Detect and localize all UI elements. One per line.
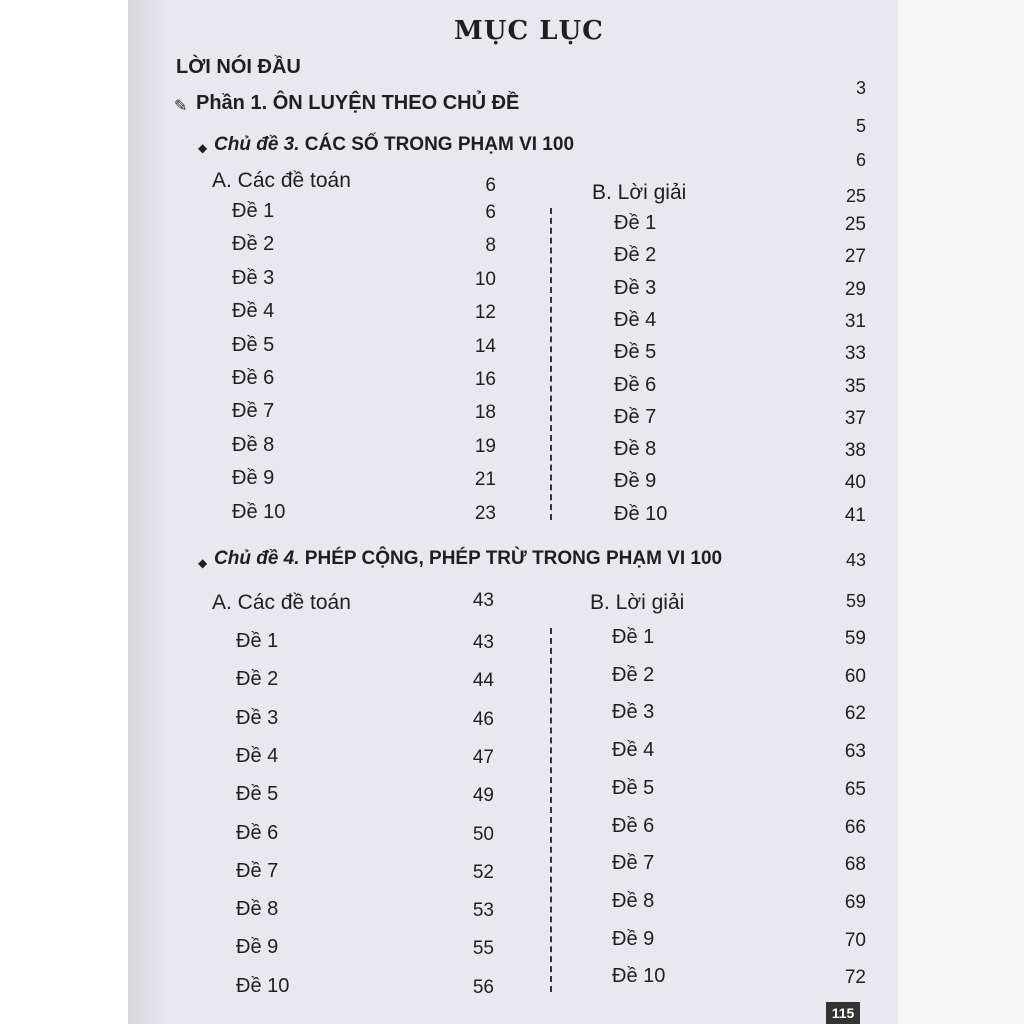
- toc-topic4-problem-item-page: 47: [472, 746, 494, 768]
- toc-topic3-solution-item-page: 37: [844, 407, 866, 429]
- toc-topic3-problem-item-label: Đề 6: [232, 367, 275, 389]
- toc-topic4-problem-item-label: Đề 1: [236, 630, 279, 652]
- toc-topic3-problem-item-page: 10: [474, 268, 496, 290]
- toc-topic4-solution-item-label: Đề 4: [612, 739, 655, 762]
- toc-topic4-solution-item-page: 72: [844, 967, 866, 989]
- toc-topic3-solution-item-page: 29: [844, 278, 866, 300]
- toc-topic3-solutions-label: B. Lời giải: [592, 181, 687, 204]
- toc-topic3-solution-item-page: 35: [844, 375, 866, 397]
- toc-topic4-solution-item-label: Đề 6: [612, 814, 655, 837]
- toc-topic3-problem-item-page: 18: [474, 402, 496, 424]
- toc-topic4-problems-page: 43: [472, 590, 494, 611]
- toc-topic4-problem-item-label: Đề 2: [236, 668, 279, 691]
- toc-topic3-problem-item-page: 6: [485, 202, 496, 223]
- toc-topic4-solution-item-label: Đề 2: [612, 663, 655, 686]
- toc-topic3-problem-item-label: Đề 7: [232, 400, 275, 423]
- toc-topic3-problem-item-page: 16: [474, 369, 496, 390]
- toc-topic4-solutions-page: 59: [845, 591, 866, 611]
- toc-topic3-solution-item-label: Đề 4: [614, 308, 657, 331]
- toc-topic4-problem-item-label: Đề 5: [236, 783, 279, 806]
- toc-topic3-problem-item-page: 21: [474, 469, 496, 491]
- toc-topic4-solution-item-page: 69: [844, 891, 866, 913]
- toc-topic3-problem-item-label: Đề 4: [232, 300, 275, 323]
- pencil-icon: ✎: [174, 98, 188, 115]
- dashed-divider: [550, 208, 552, 520]
- toc-topic3-page: 6: [855, 150, 866, 170]
- toc-topic3-problem-item-label: Đề 5: [232, 333, 275, 356]
- toc-topic4-solution-item-label: Đề 8: [612, 889, 655, 912]
- toc-topic4-solution-item-label: Đề 3: [612, 701, 655, 724]
- toc-topic4-prefix: Chủ đề 4.: [214, 548, 300, 569]
- toc-topic3-problem-item-label: Đề 8: [232, 433, 275, 456]
- toc-topic3-solution-item-page: 40: [844, 472, 866, 494]
- toc-topic4-problem-item-label: Đề 3: [236, 706, 279, 729]
- toc-topic3-problem-item-label: Đề 1: [232, 200, 275, 222]
- toc-topic4-problem-item-label: Đề 8: [236, 898, 279, 921]
- background-left: [0, 0, 128, 1024]
- toc-topic3-problem-item-label: Đề 10: [232, 500, 286, 523]
- toc-topic4-problem-item-page: 43: [472, 632, 494, 653]
- toc-topic3-solution-item-page: 27: [844, 246, 866, 268]
- toc-topic3-problem-item-label: Đề 3: [232, 266, 275, 289]
- toc-topic4-problem-item-label: Đề 7: [236, 859, 279, 882]
- toc-topic3-solution-item-page: 31: [844, 310, 866, 332]
- toc-topic4-solution-item-label: Đề 1: [612, 626, 655, 648]
- toc-topic4-solution-item-label: Đề 7: [612, 852, 655, 875]
- toc-topic4-solution-item-label: Đề 9: [612, 927, 655, 950]
- toc-topic3-problems-page: 6: [485, 175, 496, 196]
- toc-topic4-page: 43: [845, 550, 866, 570]
- toc-topic3-problem-item-label: Đề 2: [232, 233, 275, 256]
- toc-topic3-problem-item-page: 19: [474, 435, 496, 457]
- toc-topic4-problem-item-label: Đề 4: [236, 744, 279, 767]
- toc-topic3-heading: [214, 134, 574, 156]
- diamond-bullet-icon: ◆: [198, 141, 208, 155]
- toc-topic4-problem-item-label: Đề 10: [236, 974, 290, 997]
- toc-topic3-solution-item-label: Đề 10: [614, 502, 668, 525]
- toc-topic4-problem-item-page: 50: [472, 823, 494, 845]
- toc-topic3-solution-item-label: Đề 1: [614, 212, 657, 234]
- toc-topic3-problem-item-page: 14: [474, 335, 496, 357]
- toc-topic3-solution-item-label: Đề 8: [614, 438, 657, 461]
- toc-topic4-problem-item-page: 49: [472, 785, 494, 807]
- toc-topic4-solution-item-page: 66: [844, 816, 866, 838]
- toc-topic3-label: CÁC SỐ TRONG PHẠM VI 100: [304, 134, 575, 155]
- toc-topic4-problem-item-label: Đề 6: [236, 821, 279, 844]
- toc-topic3-solution-item-label: Đề 3: [614, 276, 657, 299]
- toc-topic4-solution-item-label: Đề 5: [612, 776, 655, 799]
- toc-intro-label: LỜI NÓI ĐẦU: [176, 56, 301, 78]
- toc-topic4-label: PHÉP CỘNG, PHÉP TRỪ TRONG PHẠM VI 100: [304, 548, 723, 569]
- page-number-badge: 115: [826, 1002, 860, 1024]
- toc-topic3-solution-item-page: 38: [844, 440, 866, 462]
- toc-topic3-solution-item-page: 41: [844, 504, 866, 526]
- toc-topic4-solution-item-page: 59: [844, 628, 866, 649]
- toc-intro-page: 3: [855, 78, 866, 98]
- toc-topic3-solution-item-label: Đề 7: [614, 405, 657, 428]
- toc-topic3-prefix: Chủ đề 3.: [214, 134, 300, 155]
- toc-topic3-solution-item-page: 25: [844, 214, 866, 235]
- toc-topic3-solution-item-label: Đề 6: [614, 373, 657, 396]
- background-right: [898, 0, 1024, 1024]
- toc-topic3-problem-item-label: Đề 9: [232, 467, 275, 490]
- toc-topic4-solution-item-page: 63: [844, 741, 866, 763]
- page-title: MỤC LỤC: [454, 16, 604, 46]
- toc-topic4-problem-item-page: 46: [472, 708, 494, 730]
- toc-topic3-problem-item-page: 23: [474, 502, 496, 524]
- toc-topic3-solution-item-page: 33: [844, 343, 866, 365]
- toc-topic3-problems-label: A. Các đề toán: [212, 169, 351, 192]
- toc-part1-page: 5: [855, 116, 866, 136]
- diamond-bullet-icon: ◆: [198, 556, 208, 570]
- toc-topic3-solution-item-label: Đề 2: [614, 244, 657, 267]
- toc-topic4-solutions-label: B. Lời giải: [590, 591, 685, 614]
- toc-topic4-solution-item-page: 68: [844, 854, 866, 876]
- toc-part1-label: Phần 1. ÔN LUYỆN THEO CHỦ ĐỀ: [196, 92, 520, 114]
- toc-topic3-problem-item-page: 8: [485, 235, 496, 257]
- toc-topic4-solution-item-label: Đề 10: [612, 965, 666, 988]
- toc-topic3-problem-item-page: 12: [474, 302, 496, 324]
- toc-topic4-solution-item-page: 60: [844, 665, 866, 687]
- toc-topic4-problem-item-page: 56: [472, 976, 494, 998]
- toc-topic4-solution-item-page: 65: [844, 778, 866, 800]
- toc-topic4-problem-item-page: 53: [472, 900, 494, 922]
- toc-topic4-problems-label: A. Các đề toán: [212, 591, 351, 614]
- dashed-divider: [550, 628, 552, 992]
- toc-topic3-solution-item-label: Đề 9: [614, 470, 657, 493]
- toc-topic4-problem-item-page: 44: [472, 670, 494, 692]
- toc-topic3-solutions-page: 25: [845, 186, 866, 206]
- toc-topic4-solution-item-page: 70: [844, 929, 866, 951]
- page-gutter-shadow: [128, 0, 168, 1024]
- toc-topic4-problem-item-label: Đề 9: [236, 936, 279, 959]
- toc-topic4-problem-item-page: 52: [472, 861, 494, 883]
- toc-topic4-problem-item-page: 55: [472, 938, 494, 960]
- toc-topic4-heading: [214, 548, 722, 570]
- toc-topic3-solution-item-label: Đề 5: [614, 341, 657, 364]
- toc-topic4-solution-item-page: 62: [844, 703, 866, 725]
